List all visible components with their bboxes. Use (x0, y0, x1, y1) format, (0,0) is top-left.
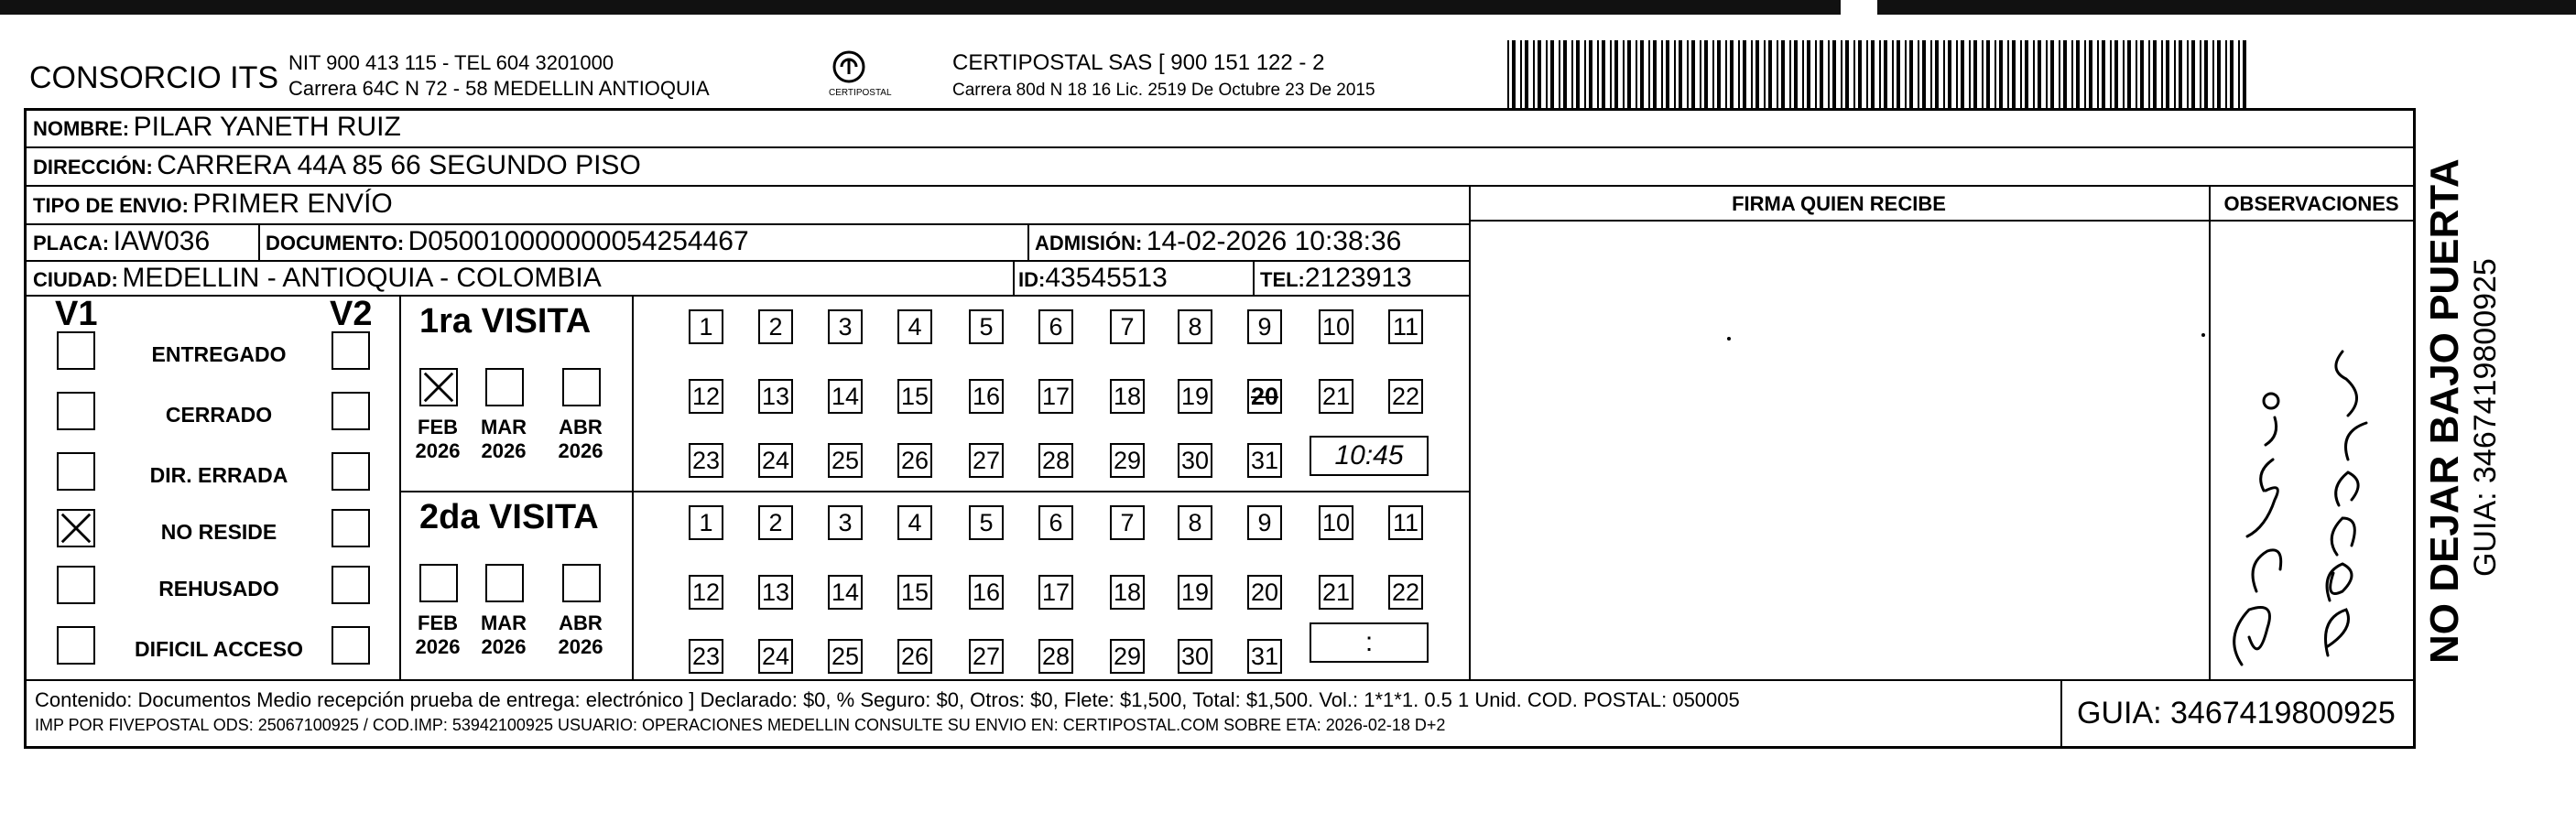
direccion-row (33, 150, 641, 181)
day-box-7[interactable]: 7 (1110, 505, 1145, 540)
carrier-name: CERTIPOSTAL SAS [ 900 151 122 - 2 (952, 50, 1325, 75)
day-box-19[interactable]: 19 (1178, 575, 1212, 610)
day-box-9[interactable]: 9 (1247, 505, 1282, 540)
v1-checkbox-rehusado[interactable] (57, 566, 95, 604)
tel-label: TEL: (1260, 268, 1305, 291)
day-box-18[interactable]: 18 (1110, 379, 1145, 414)
top-edge-band (0, 0, 2576, 15)
tel-value: 2123913 (1304, 263, 1412, 293)
day-box-5[interactable]: 5 (969, 505, 1004, 540)
day-box-23[interactable]: 23 (689, 443, 723, 478)
v2-checkbox-dir-errada[interactable] (332, 452, 370, 491)
day-box-17[interactable]: 17 (1038, 575, 1073, 610)
day-box-10[interactable]: 10 (1319, 309, 1353, 344)
day-box-8[interactable]: 8 (1178, 309, 1212, 344)
day-box-12[interactable]: 12 (689, 379, 723, 414)
status-label: DIR. ERRADA (149, 463, 288, 487)
day-box-24[interactable]: 24 (758, 639, 793, 674)
v2-checkbox-cerrado[interactable] (332, 392, 370, 430)
month-checkbox-mar[interactable] (485, 564, 524, 602)
v1-header: V1 (55, 295, 98, 333)
day-box-30[interactable]: 30 (1178, 443, 1212, 478)
carrier-address: Carrera 80d N 18 16 Lic. 2519 De Octubre 23 De 2015 (952, 81, 1375, 100)
first-visit-title: 1ra VISITA (419, 302, 592, 341)
tel-row (1260, 263, 1412, 294)
print-details: IMP POR FIVEPOSTAL ODS: 25067100925 / COD.IMP: 53942100925 USUARIO: OPERACIONES MEDELLIN CONSULTE SU ENVIO EN: CERTIPOSTAL.COM SOBRE ETA: 2026-02-18 D+2 (35, 716, 1446, 734)
day-box-9[interactable]: 9 (1247, 309, 1282, 344)
day-box-14[interactable]: 14 (828, 379, 863, 414)
month-label-mar (476, 611, 531, 659)
month-year: 2026 (558, 439, 603, 462)
day-box-11[interactable]: 11 (1388, 505, 1423, 540)
day-box-19[interactable]: 19 (1178, 379, 1212, 414)
ciudad-row (33, 263, 602, 294)
firma-header: FIRMA QUIEN RECIBE (1732, 192, 1946, 215)
placa-label: PLACA: (33, 232, 110, 254)
id-value: 43545513 (1045, 263, 1168, 293)
handwritten-observation-icon (2211, 225, 2414, 677)
day-box-18[interactable]: 18 (1110, 575, 1145, 610)
day-box-21[interactable]: 21 (1319, 575, 1353, 610)
v2-header: V2 (330, 295, 373, 333)
day-box-26[interactable]: 26 (897, 639, 932, 674)
day-box-26[interactable]: 26 (897, 443, 932, 478)
month-checkbox-mar[interactable] (485, 368, 524, 406)
v2-checkbox-rehusado[interactable] (332, 566, 370, 604)
month-year: 2026 (481, 439, 527, 462)
v1-checkbox-no-reside[interactable] (57, 509, 95, 547)
month-year: 2026 (558, 635, 603, 658)
day-box-4[interactable]: 4 (897, 309, 932, 344)
month-checkbox-abr[interactable] (562, 564, 601, 602)
documento-value: D050010000000054254467 (408, 226, 749, 256)
first-visit-time[interactable]: 10:45 (1310, 436, 1429, 476)
documento-row (266, 226, 749, 257)
top-edge-gap (1841, 0, 1877, 15)
ciudad-value: MEDELLIN - ANTIOQUIA - COLOMBIA (122, 263, 602, 293)
v1-checkbox-entregado[interactable] (57, 331, 95, 370)
day-box-8[interactable]: 8 (1178, 505, 1212, 540)
day-box-28[interactable]: 28 (1038, 443, 1073, 478)
day-box-13[interactable]: 13 (758, 575, 793, 610)
nombre-label: NOMBRE: (33, 117, 130, 140)
day-box-4[interactable]: 4 (897, 505, 932, 540)
day-box-23[interactable]: 23 (689, 639, 723, 674)
v1-checkbox-dir-errada[interactable] (57, 452, 95, 491)
direccion-label: DIRECCIÓN: (33, 156, 153, 178)
status-label: NO RESIDE (160, 520, 277, 544)
day-box-29[interactable]: 29 (1110, 443, 1145, 478)
month-name: ABR (559, 416, 603, 438)
company-info (288, 50, 710, 102)
day-box-13[interactable]: 13 (758, 379, 793, 414)
month-checkbox-feb[interactable] (419, 564, 458, 602)
nombre-row (33, 112, 401, 143)
month-checkbox-feb[interactable] (419, 368, 458, 406)
do-not-leave-warning: NO DEJAR BAJO PUERTA (2422, 158, 2467, 664)
status-label: DIFICIL ACCESO (134, 637, 303, 661)
direccion-value: CARRERA 44A 85 66 SEGUNDO PISO (157, 150, 641, 180)
day-box-11[interactable]: 11 (1388, 309, 1423, 344)
month-label-mar (476, 416, 531, 463)
month-name: FEB (418, 416, 458, 438)
observaciones-header: OBSERVACIONES (2223, 192, 2399, 215)
month-label-abr (553, 416, 608, 463)
month-name: ABR (559, 611, 603, 634)
day-box-31[interactable]: 31 (1247, 639, 1282, 674)
day-box-29[interactable]: 29 (1110, 639, 1145, 674)
day-box-22[interactable]: 22 (1388, 575, 1423, 610)
nit-line: NIT 900 413 115 - TEL 604 3201000 (288, 51, 614, 74)
v2-checkbox-entregado[interactable] (332, 331, 370, 370)
v1-checkbox-cerrado[interactable] (57, 392, 95, 430)
admision-label: ADMISIÓN: (1035, 232, 1143, 254)
day-box-2[interactable]: 2 (758, 309, 793, 344)
company-address: Carrera 64C N 72 - 58 MEDELLIN ANTIOQUIA (288, 77, 710, 100)
second-visit-time[interactable]: : (1310, 622, 1429, 663)
day-box-27[interactable]: 27 (969, 639, 1004, 674)
day-box-31[interactable]: 31 (1247, 443, 1282, 478)
nombre-value: PILAR YANETH RUIZ (133, 112, 401, 142)
day-box-22[interactable]: 22 (1388, 379, 1423, 414)
day-box-5[interactable]: 5 (969, 309, 1004, 344)
month-label-feb (410, 416, 465, 463)
day-box-16[interactable]: 16 (969, 575, 1004, 610)
admision-value: 14-02-2026 10:38:36 (1146, 226, 1402, 256)
day-box-6[interactable]: 6 (1038, 505, 1073, 540)
day-box-2[interactable]: 2 (758, 505, 793, 540)
day-box-1[interactable]: 1 (689, 505, 723, 540)
day-box-3[interactable]: 3 (828, 505, 863, 540)
side-guia-number: GUIA: 3467419800925 (2468, 258, 2503, 577)
month-checkbox-abr[interactable] (562, 368, 601, 406)
company-name: CONSORCIO ITS (29, 60, 279, 95)
v1-checkbox-dificil-acceso[interactable] (57, 626, 95, 665)
ciudad-label: CIUDAD: (33, 268, 118, 291)
day-box-3[interactable]: 3 (828, 309, 863, 344)
logo-text: CERTIPOSTAL (829, 88, 892, 98)
day-box-1[interactable]: 1 (689, 309, 723, 344)
v2-checkbox-dificil-acceso[interactable] (332, 626, 370, 665)
day-box-10[interactable]: 10 (1319, 505, 1353, 540)
day-box-15[interactable]: 15 (897, 575, 932, 610)
guia-number: GUIA: 3467419800925 (2077, 696, 2396, 730)
signature-area[interactable] (1469, 223, 2209, 679)
day-box-16[interactable]: 16 (969, 379, 1004, 414)
day-box-6[interactable]: 6 (1038, 309, 1073, 344)
status-label: REHUSADO (158, 577, 279, 600)
tipo-row (33, 189, 393, 220)
day-box-21[interactable]: 21 (1319, 379, 1353, 414)
content-details: Contenido: Documentos Medio recepción prueba de entrega: electrónico ] Declarado: $0, % Seguro: $0, Otros: $0, Flete: $1,500, Total: $1,500. Vol.: 1*1*1. 0.5 1 Unid. COD. POSTAL: 050005 (35, 688, 1740, 711)
admision-row (1035, 226, 1401, 257)
month-year: 2026 (415, 635, 461, 658)
id-row (1018, 263, 1168, 294)
day-box-30[interactable]: 30 (1178, 639, 1212, 674)
day-box-20[interactable]: 20 (1247, 575, 1282, 610)
day-box-7[interactable]: 7 (1110, 309, 1145, 344)
month-label-feb (410, 611, 465, 659)
day-box-12[interactable]: 12 (689, 575, 723, 610)
status-label: ENTREGADO (151, 342, 287, 366)
day-box-15[interactable]: 15 (897, 379, 932, 414)
placa-value: IAW036 (113, 226, 211, 256)
month-year: 2026 (415, 439, 461, 462)
month-name: MAR (480, 416, 527, 438)
status-label: CERRADO (165, 403, 273, 427)
day-box-17[interactable]: 17 (1038, 379, 1073, 414)
month-name: MAR (480, 611, 527, 634)
v2-checkbox-no-reside[interactable] (332, 509, 370, 547)
day-box-27[interactable]: 27 (969, 443, 1004, 478)
month-name: FEB (418, 611, 458, 634)
tipo-value: PRIMER ENVÍO (192, 189, 393, 219)
day-box-25[interactable]: 25 (828, 639, 863, 674)
day-box-20[interactable]: 20 (1247, 379, 1282, 414)
documento-label: DOCUMENTO: (266, 232, 405, 254)
day-box-28[interactable]: 28 (1038, 639, 1073, 674)
day-box-25[interactable]: 25 (828, 443, 863, 478)
day-box-14[interactable]: 14 (828, 575, 863, 610)
id-label: ID: (1018, 268, 1046, 291)
placa-row (33, 226, 210, 257)
second-visit-title: 2da VISITA (419, 498, 599, 536)
barcode-icon (1507, 40, 2247, 110)
month-year: 2026 (481, 635, 527, 658)
tipo-label: TIPO DE ENVIO: (33, 194, 189, 217)
month-label-abr (553, 611, 608, 659)
day-box-24[interactable]: 24 (758, 443, 793, 478)
